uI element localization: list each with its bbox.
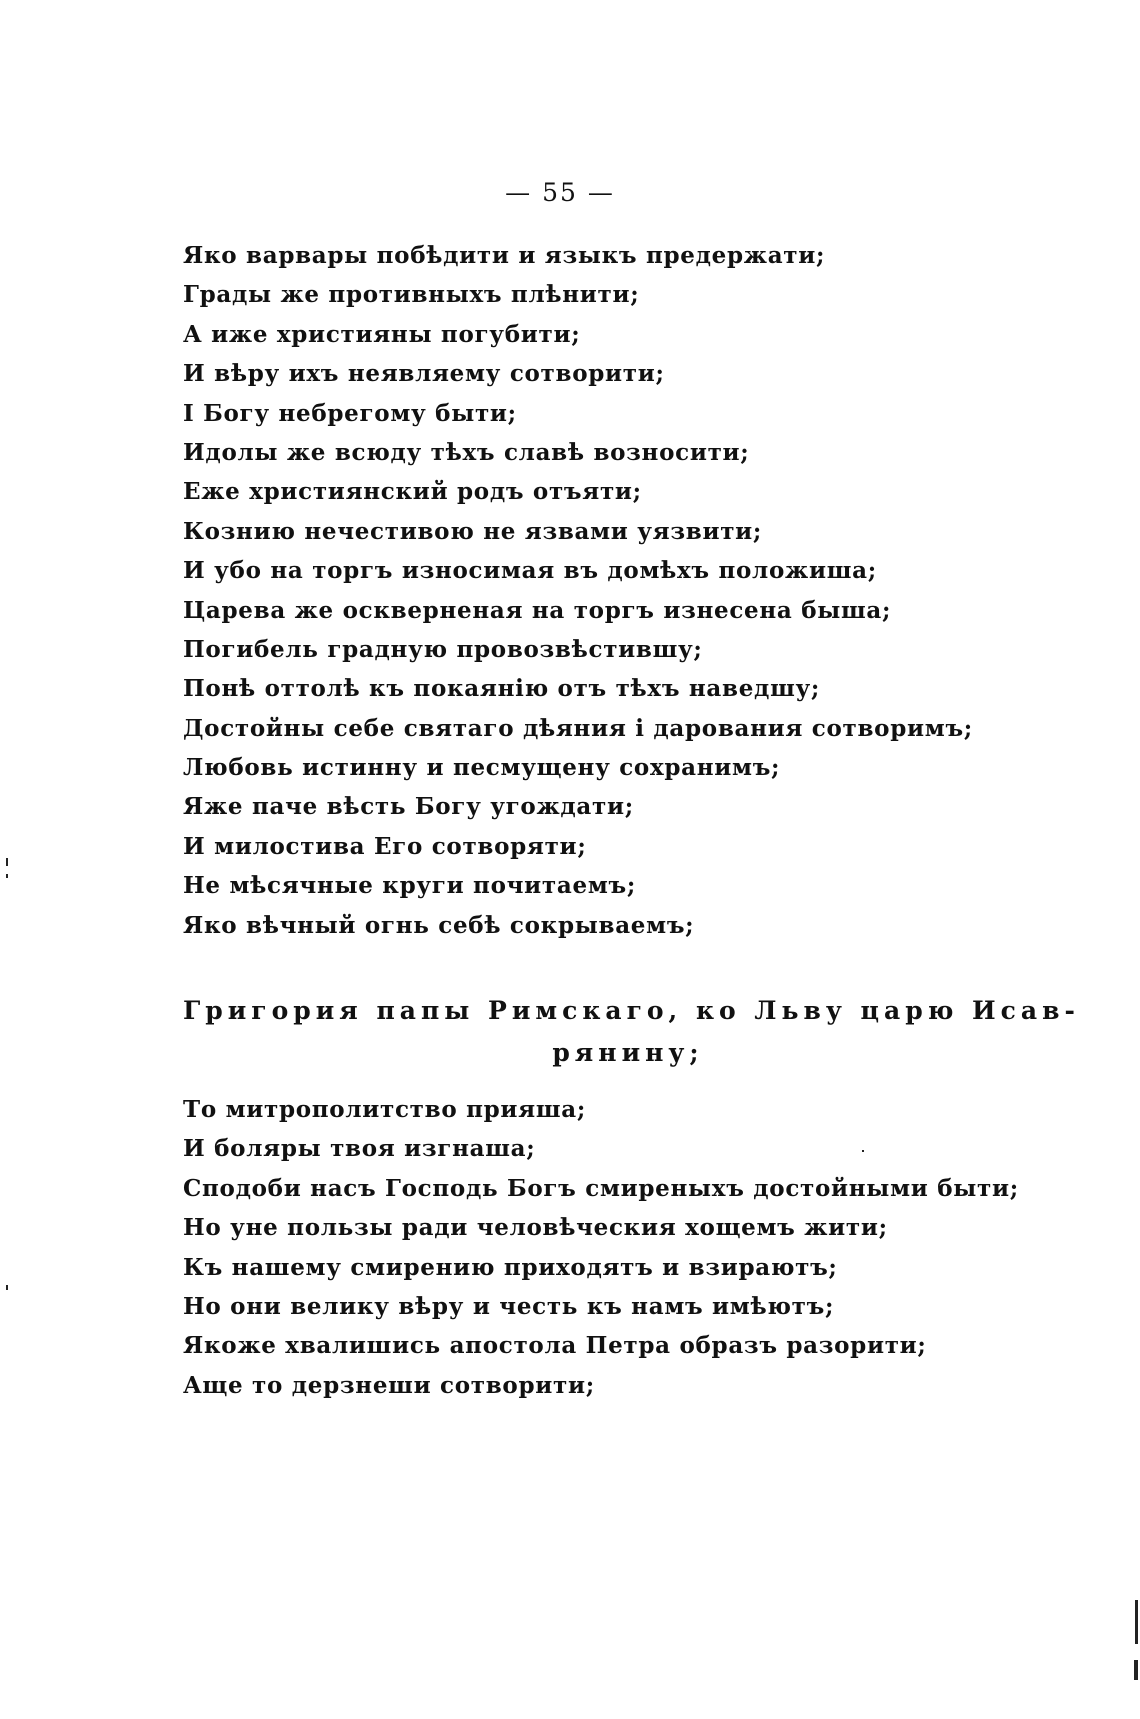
page-number: — 55 — bbox=[505, 178, 615, 207]
verse-line: Якоже хвалишись апостола Петра образъ разорити; bbox=[183, 1332, 927, 1360]
section-heading-line2: рянину; bbox=[552, 1038, 704, 1067]
verse-line: Къ нашему смирению приходятъ и взираютъ; bbox=[183, 1253, 838, 1281]
scan-artifact bbox=[6, 874, 8, 878]
verse-line: И убо на торгъ износимая въ домѣхъ положиша; bbox=[183, 557, 877, 585]
scan-artifact bbox=[862, 1150, 864, 1152]
verse-line: Но они велику вѣру и честь къ намъ имѣютъ; bbox=[183, 1292, 835, 1320]
verse-line: Понѣ оттолѣ къ покаянію отъ тѣхъ наведшу; bbox=[183, 675, 821, 703]
scan-artifact bbox=[6, 1285, 8, 1290]
verse-line: И милостива Его сотворяти; bbox=[183, 832, 587, 860]
verse-line: Погибель градную провозвѣстившу; bbox=[183, 635, 703, 663]
verse-line: И боляры твоя изгнаша; bbox=[183, 1135, 536, 1163]
verse-line: Грады же противныхъ плѣнити; bbox=[183, 281, 640, 309]
verse-line: Любовь истинну и песмущену сохранимъ; bbox=[183, 754, 781, 782]
verse-line: Не мѣсячные круги почитаемъ; bbox=[183, 872, 637, 900]
section-heading-line1: Григория папы Римскаго, ко Льву царю Исав- bbox=[183, 996, 1080, 1025]
verse-line: Яко варвары побѣдити и языкъ предержати; bbox=[183, 242, 826, 269]
verse-block-second bbox=[183, 1090, 1019, 1405]
verse-line: Царева же оскверненая на торгъ изнесена быша; bbox=[183, 596, 892, 624]
verse-line: Яже паче вѣсть Богу угождати; bbox=[183, 793, 634, 821]
verse-line: Кознию нечестивою не язвами уязвити; bbox=[183, 517, 763, 545]
verse-line: Но уне пользы ради человѣческия хощемъ жити; bbox=[183, 1214, 888, 1242]
verse-line: Достойны себе святаго дѣяния і дарования сотворимъ; bbox=[183, 714, 973, 742]
verse-line: І Богу небрегому быти; bbox=[183, 399, 517, 427]
verse-line: Яко вѣчный огнь себѣ сокрываемъ; bbox=[183, 911, 695, 939]
verse-line: Еже християнский родъ отъяти; bbox=[183, 478, 642, 506]
scan-artifact bbox=[1135, 1600, 1138, 1644]
verse-line: То митрополитство прияша; bbox=[183, 1096, 587, 1123]
verse-block-first bbox=[183, 236, 973, 945]
verse-line: Аще то дерзнеши сотворити; bbox=[183, 1371, 595, 1399]
section-heading bbox=[183, 990, 1080, 1074]
verse-line: Сподоби насъ Господь Богъ смиреныхъ достойными быти; bbox=[183, 1174, 1019, 1202]
verse-line: И вѣру ихъ неявляему сотворити; bbox=[183, 360, 665, 388]
scan-artifact bbox=[6, 858, 8, 866]
verse-line: Идолы же всюду тѣхъ славѣ возносити; bbox=[183, 438, 750, 466]
verse-line: А иже християны погубити; bbox=[183, 320, 581, 348]
scan-artifact bbox=[1134, 1660, 1138, 1680]
